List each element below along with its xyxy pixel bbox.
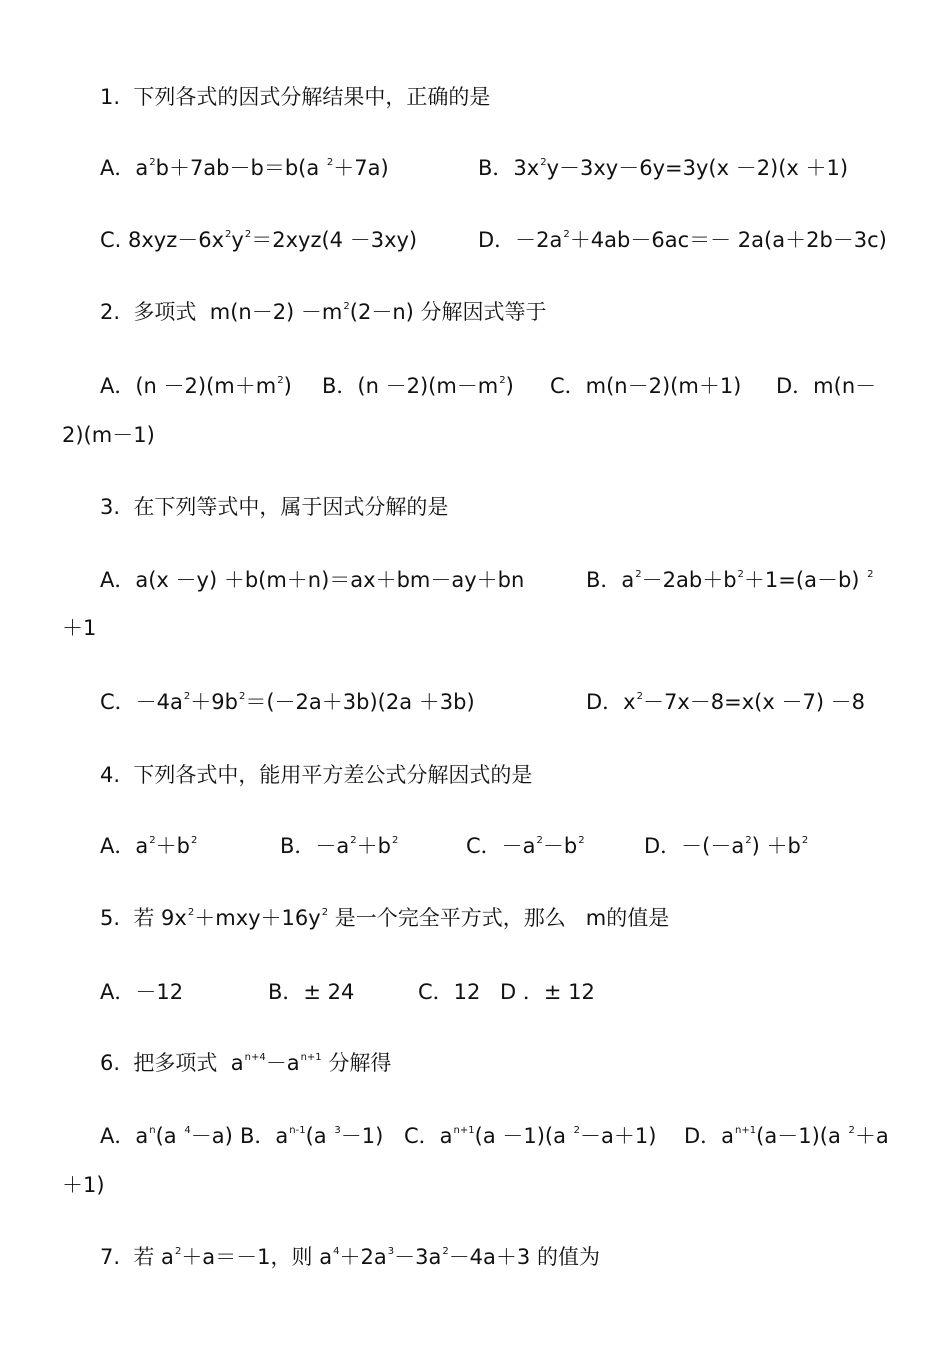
- question-1-option-d: D．$-2a^2+4ab-6ac=- 2a(a+2b-3c)$: [478, 228, 887, 252]
- question-3-option-c: C．$-4a^2+9b^2=(-2a+3b)(2a +3b)$: [100, 690, 475, 714]
- question-4-option-a: A．$a^2+b^2$: [100, 834, 198, 858]
- question-5-stem: 5. 若 $9x^2+mxy+16y^2$ 是一个完全平方式，那么 m的值是: [100, 906, 670, 930]
- question-6-option-d-wrap: ＋1): [62, 1173, 105, 1197]
- question-1-option-c: C. $8xyz-6x^2y^2=2xyz(4 -3xy)$: [100, 228, 418, 252]
- question-5-option-d: D ．± 12: [500, 980, 595, 1004]
- q1-stem-text: [0, 0, 1, 1]
- question-2-option-a: A．$(n -2)(m+m^2)$: [100, 374, 292, 398]
- question-4-option-b: B．$-a^2+b^2$: [280, 834, 399, 858]
- question-2-option-d-wrap: 2)(m－1): [62, 423, 155, 447]
- question-4-option-d: D．$-(-a^2) +b^2$: [644, 834, 809, 858]
- question-6-option-d: D．$a^{n+1}(a-1)(a$ $^2$＋a: [684, 1124, 889, 1148]
- question-7-stem: 7. 若 $a^2+a=-1$，则 $a^4+2a^3-3a^2-4a+3$ 的值为: [100, 1245, 600, 1269]
- question-5-option-c: C．12: [418, 980, 481, 1004]
- question-1-option-a: A．$a^2b+7ab-b=b(a$ $^2$＋7a): [100, 156, 389, 180]
- question-2-option-b: B．$(n -2)(m-m^2)$: [322, 374, 514, 398]
- question-1-stem: 1. 下列各式的因式分解结果中，正确的是: [100, 85, 491, 109]
- question-3-stem: 3. 在下列等式中，属于因式分解的是: [100, 495, 449, 519]
- question-3-option-b: B．$a^2-2ab+b^2+1=(a-b)$ $^2$: [586, 568, 874, 592]
- question-6-option-a: A．$a^n(a$ $^4$－a): [100, 1124, 233, 1148]
- question-3-option-b-wrap: ＋1: [62, 616, 97, 640]
- question-2-stem: 2. 多项式 $m(n-2) -m^2(2-n)$ 分解因式等于: [100, 300, 547, 324]
- question-3-option-a: A．a(x －y) ＋b(m＋n)＝ax＋bm－ay＋bn: [100, 568, 525, 592]
- question-2-option-c: C．m(n－2)(m＋1): [550, 374, 742, 398]
- question-4-stem: 4. 下列各式中，能用平方差公式分解因式的是: [100, 763, 533, 787]
- question-5-option-a: A．－12: [100, 980, 184, 1004]
- question-3-option-d: D．$x^2-7x-8=x(x -7) -8$: [586, 690, 866, 714]
- text-source: [0, 0, 1, 1]
- question-4-option-c: C．$-a^2-b^2$: [466, 834, 585, 858]
- question-1-option-b: B．$3x^2y-3xy-6y=3y(x -2)(x +1)$: [478, 156, 849, 180]
- question-6-option-b: B．$a^{n-1}(a$ $^3$－1): [240, 1124, 384, 1148]
- question-6-option-c: C．$a^{n+1}(a -1)(a$ $^2$－a＋1): [404, 1124, 657, 1148]
- question-5-option-b: B．± 24: [268, 980, 355, 1004]
- question-6-stem: 6. 把多项式 $a^{n+4}-a^{n+1}$ 分解得: [100, 1051, 392, 1075]
- question-2-option-d: D．m(n－: [776, 374, 877, 398]
